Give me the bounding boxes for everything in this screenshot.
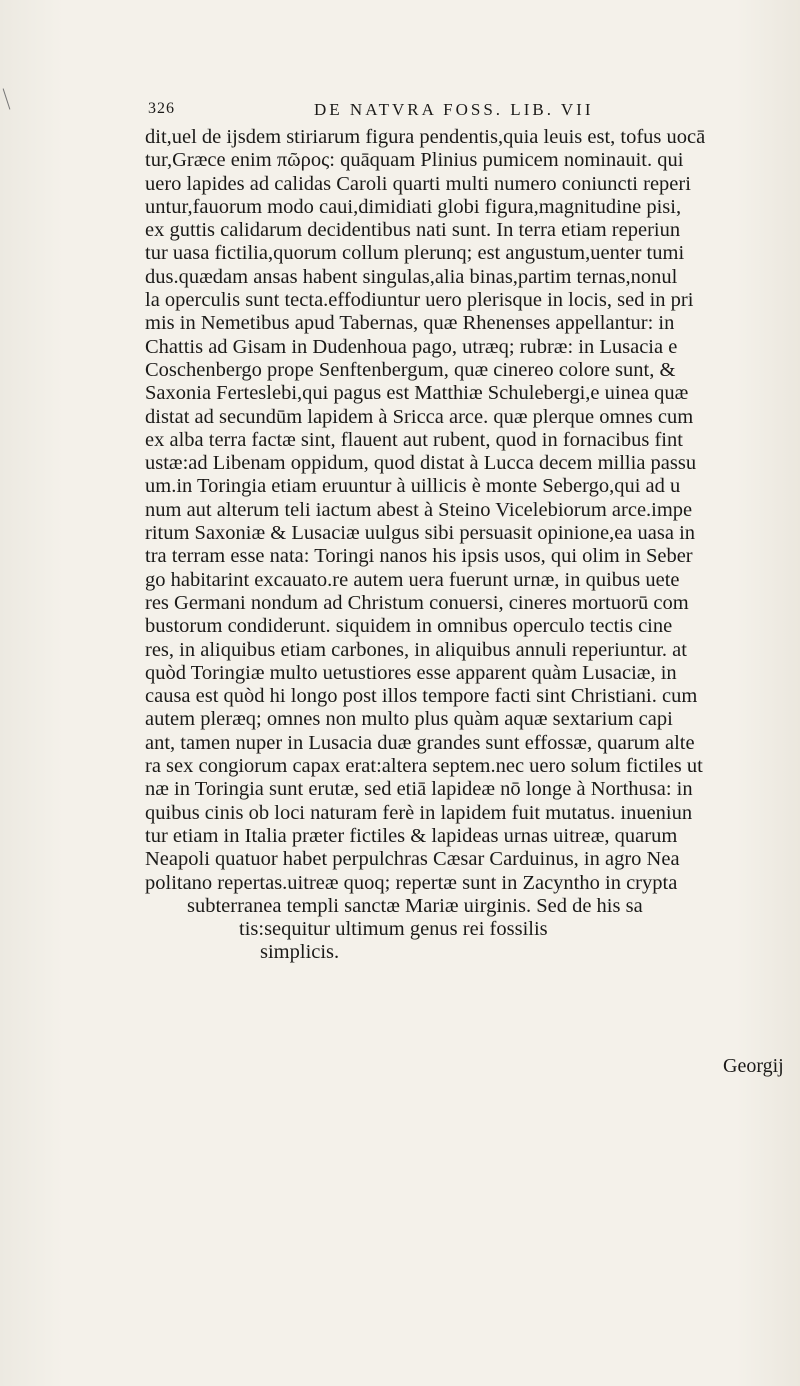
text-line: ex guttis calidarum decidentibus nati sunt. In terra etiam reperiun bbox=[145, 219, 681, 242]
text-line: ra sex congiorum capax erat:altera septem.nec uero solum fictiles ut bbox=[145, 755, 703, 778]
text-line: dit,uel de ijsdem stiriarum figura pendentis,quia leuis est, tofus uocā bbox=[145, 126, 706, 148]
text-line: ant, tamen nuper in Lusacia duæ grandes sunt effossæ, quarum alte bbox=[145, 731, 695, 754]
text-line: bustorum condiderunt. siquidem in omnibus operculo tectis cine bbox=[145, 615, 673, 638]
text-line: simplicis. bbox=[260, 941, 340, 964]
text-line: næ in Toringia sunt erutæ, sed etiā lapideæ nō longe à Northusa: in bbox=[145, 778, 693, 801]
text-line: tra terram esse nata: Toringi nanos his ipsis usos, qui olim in Seber bbox=[145, 545, 693, 568]
text-line: ustæ:ad Libenam oppidum, quod distat à Lucca decem millia passu bbox=[145, 452, 697, 475]
text-line: Neapoli quatuor habet perpulchras Cæsar Carduinus, in agro Nea bbox=[145, 848, 680, 871]
text-line: untur,fauorum modo caui,dimidiati globi figura,magnitudine pisi, bbox=[145, 195, 682, 218]
text-line: Chattis ad Gisam in Dudenhoua pago, utræq; rubræ: in Lusacia e bbox=[145, 335, 678, 358]
text-line: uero lapides ad calidas Caroli quarti multi numero coniuncti reperi bbox=[145, 172, 691, 195]
text-line: tur uasa fictilia,quorum collum plerunq; est angustum,uenter tumi bbox=[145, 242, 685, 265]
text-line: tis:sequitur ultimum genus rei fossilis bbox=[239, 918, 548, 941]
text-line: mis in Nemetibus apud Tabernas, quæ Rhenenses appellantur: in bbox=[145, 312, 675, 335]
catchword: Georgij bbox=[723, 1055, 784, 1077]
text-line: num aut alterum teli iactum abest à Steino Vicelebiorum arce.impe bbox=[145, 498, 693, 521]
text-line: la operculis sunt tecta.effodiuntur uero plerisque in locis, sed in pri bbox=[145, 289, 694, 312]
text-line: distat ad secundūm lapidem à Sricca arce. quæ plerque omnes cum bbox=[145, 405, 694, 428]
running-title: DE NATVRA FOSS. LIB. VII bbox=[314, 100, 594, 119]
text-line: quibus cinis ob loci naturam ferè in lapidem fuit mutatus. inueniun bbox=[145, 801, 693, 824]
text-line: Coschenbergo prope Senftenbergum, quæ cinereo colore sunt, & bbox=[145, 358, 676, 381]
margin-mark bbox=[3, 88, 11, 109]
text-line: tur etiam in Italia præter fictiles & lapideas urnas uitreæ, quarum bbox=[145, 824, 678, 847]
text-line: res, in aliquibus etiam carbones, in aliquibus annuli reperiuntur. at bbox=[145, 638, 687, 661]
text-line: dus.quædam ansas habent singulas,alia binas,partim ternas,nonul bbox=[145, 265, 678, 288]
body-text bbox=[145, 126, 785, 965]
text-line: politano repertas.uitreæ quoq; repertæ sunt in Zacyntho in crypta bbox=[145, 871, 678, 894]
text-line: um.in Toringia etiam eruuntur à uillicis è monte Sebergo,qui ad u bbox=[145, 475, 681, 498]
text-line: autem pleræq; omnes non multo plus quàm aquæ sextarium capi bbox=[145, 708, 673, 731]
text-line: quòd Toringiæ multo uetustiores esse apparent quàm Lusaciæ, in bbox=[145, 661, 677, 684]
text-line: res Germani nondum ad Christum conuersi, cineres mortuorū com bbox=[145, 591, 689, 614]
text-line: ritum Saxoniæ & Lusaciæ uulgus sibi persuasit opinione,ea uasa in bbox=[145, 522, 696, 545]
text-line: subterranea templi sanctæ Mariæ uirginis. Sed de his sa bbox=[187, 894, 643, 917]
text-line: ex alba terra factæ sint, flauent aut rubent, quod in fornacibus fint bbox=[145, 428, 683, 451]
text-line: go habitarint excauato.re autem uera fuerunt urnæ, in quibus uete bbox=[145, 568, 680, 591]
page-number: 326 bbox=[148, 100, 175, 117]
text-line: Saxonia Ferteslebi,qui pagus est Matthiæ Schulebergi,e uinea quæ bbox=[145, 382, 689, 405]
text-line: causa est quòd hi longo post illos tempore facti sint Christiani. cum bbox=[145, 685, 698, 708]
text-line: tur,Græce enim πῶρος: quāquam Plinius pumicem nominauit. qui bbox=[145, 149, 684, 172]
